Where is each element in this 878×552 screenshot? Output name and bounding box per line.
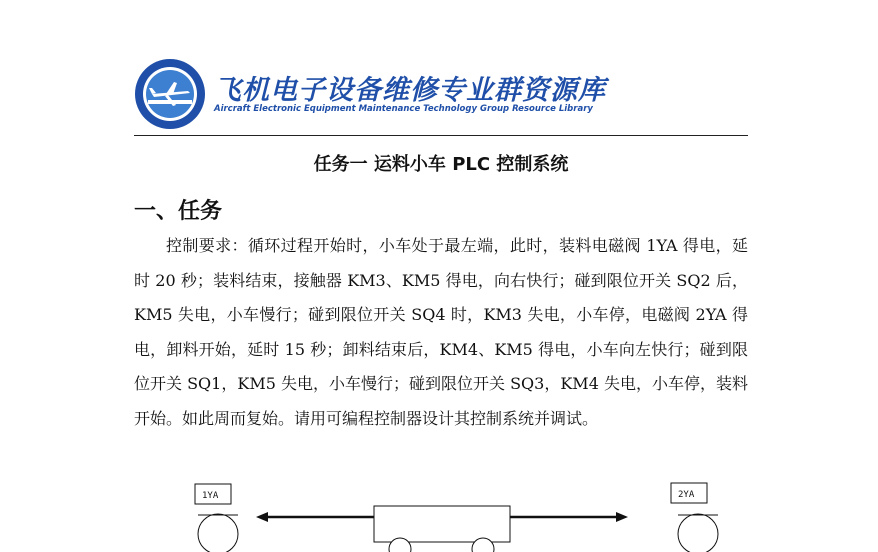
document-title: 任务一 运料小车 PLC 控制系统: [313, 154, 569, 175]
header-divider: [134, 135, 748, 136]
brand-title-cn: 飞机电子设备维修专业群资源库: [214, 75, 606, 106]
right-end-wheel: [678, 514, 718, 552]
cart-body: [374, 506, 510, 542]
section-heading: 一、任务: [134, 199, 223, 224]
left-valve-label: 1YA: [202, 491, 219, 501]
task-requirements-paragraph: 控制要求：循环过程开始时，小车处于最左端，此时，装料电磁阀 1YA 得电，延时 20 秒；装料结束，接触器 KM3、KM5 得电，向右快行；碰到限位开关 SQ2 后，KM5 失电，小车慢行；碰到限位开关 SQ4 时，KM3 失电，小车停，电磁阀 2YA 得电，卸料开始，延时 15 秒；卸料结束后，KM4、KM5 得电，小车向左快行；碰到限位开关 SQ1，KM5 失电，小车慢行；碰到限位开关 SQ3，KM4 失电，小车停，装料开始。如此周而复始。请用可编程控制器设计其控制系统并调试。: [134, 236, 748, 428]
left-end-wheel: [198, 514, 238, 552]
right-valve-label: 2YA: [678, 490, 695, 500]
right-arrowhead: [616, 512, 628, 522]
library-seal-logo: [134, 58, 206, 130]
cart-diagram: [180, 478, 740, 552]
resource-library-banner: [132, 56, 606, 136]
left-arrowhead: [256, 512, 268, 522]
brand-title-en: Aircraft Electronic Equipment Maintenance Technology Group Resource Library: [214, 104, 593, 114]
